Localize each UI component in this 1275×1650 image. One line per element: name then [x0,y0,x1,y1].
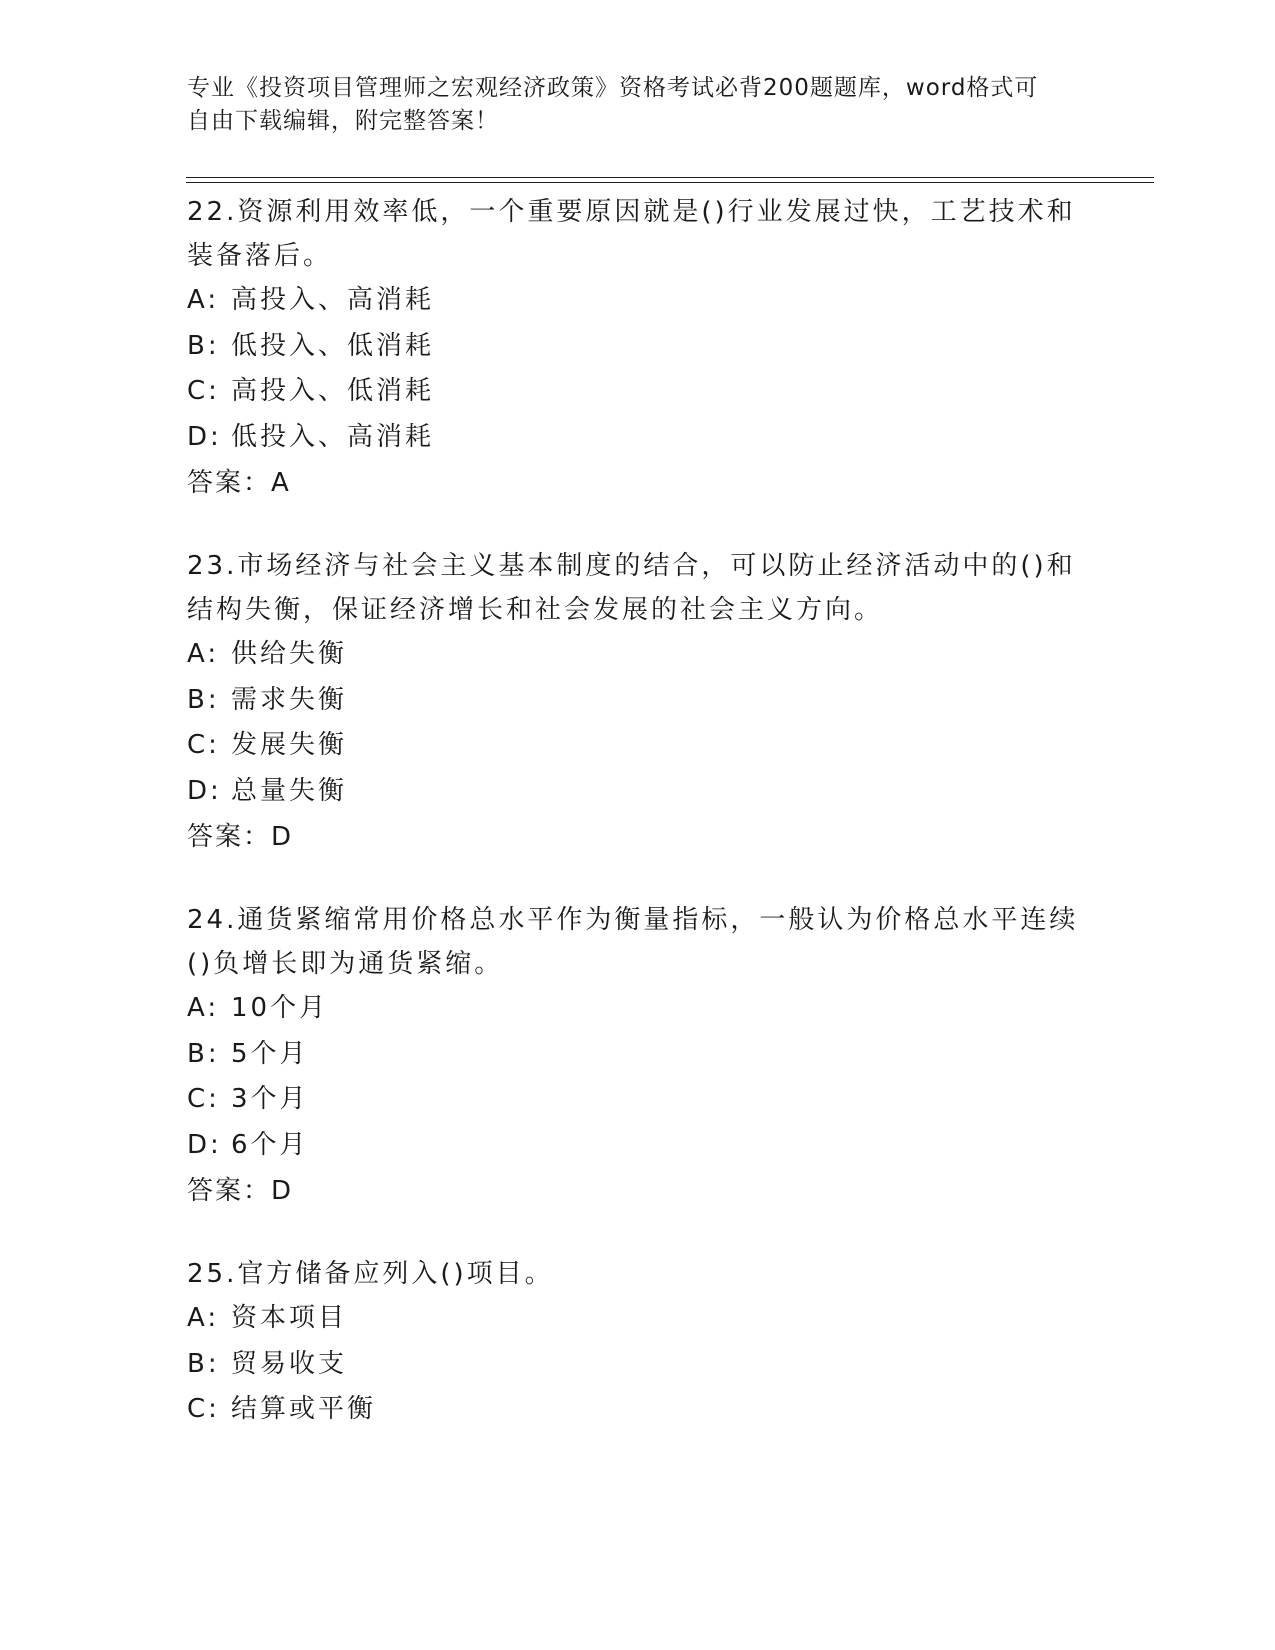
option-key: D: [187,775,222,806]
answer-option [187,1032,1087,1078]
option-text: 发展失衡 [231,730,348,760]
option-key: B: [187,1038,220,1069]
question-text-line: ()负增长即为通货紧缩。 [187,949,504,979]
answer-option [187,678,1087,724]
header-line-2: 自由下载编辑，附完整答案！ [187,108,499,134]
answer-option [187,632,1087,678]
question-text-line: 装备落后。 [187,241,333,271]
question-text [187,898,1087,986]
answer-key: 答案：D [187,1176,294,1206]
option-key: C: [187,730,220,760]
option-key: C: [187,1394,220,1424]
question-text [187,544,1087,632]
option-key: B: [187,1348,220,1379]
answer-option [187,1342,1087,1388]
answer-option [187,723,1087,769]
option-text: 需求失衡 [231,684,348,715]
answer-option [187,369,1087,415]
option-key: C: [187,1084,220,1114]
question-text-line: 24.通货紧缩常用价格总水平作为衡量指标，一般认为价格总水平连续 [187,905,1079,935]
question-item [187,898,1087,1214]
question-text-line: 25.官方储备应列入()项目。 [187,1259,554,1289]
question-item [187,1252,1087,1433]
option-text: 低投入、高消耗 [231,421,435,452]
question-list [187,190,1087,1433]
option-text: 6个月 [231,1129,309,1160]
option-text: 贸易收支 [231,1348,348,1379]
answer-option [187,986,1087,1032]
answer-option [187,324,1087,370]
question-text-line: 23.市场经济与社会主义基本制度的结合，可以防止经济活动中的()和 [187,551,1076,581]
option-key: A: [187,1303,220,1333]
option-text: 供给失衡 [231,639,348,669]
answer-key: 答案：A [187,468,291,498]
header-line-1: 专业《投资项目管理师之宏观经济政策》资格考试必背200题题库，word格式可 [187,75,1039,101]
option-key: A: [187,993,220,1023]
option-key: A: [187,285,220,315]
answer-option [187,1123,1087,1169]
answer-option [187,278,1087,324]
header-divider-top [186,177,1154,178]
question-text-line: 结构失衡，保证经济增长和社会发展的社会主义方向。 [187,595,884,625]
option-text: 低投入、低消耗 [231,330,435,361]
option-text: 高投入、低消耗 [231,376,435,406]
option-key: D: [187,421,222,452]
option-text: 5个月 [231,1038,309,1069]
option-text: 高投入、高消耗 [231,285,435,315]
option-text: 3个月 [231,1084,309,1114]
answer-option [187,1077,1087,1123]
option-text: 总量失衡 [231,775,348,806]
answer-option [187,1387,1087,1433]
document-header [187,72,1087,138]
option-text: 结算或平衡 [231,1394,377,1424]
option-key: B: [187,684,220,715]
option-text: 资本项目 [231,1303,348,1333]
answer-option [187,1296,1087,1342]
answer-key: 答案：D [187,822,294,852]
question-text-line: 22.资源利用效率低，一个重要原因就是()行业发展过快，工艺技术和 [187,197,1076,227]
answer-option [187,415,1087,461]
option-key: D: [187,1129,222,1160]
option-key: A: [187,639,220,669]
question-text [187,190,1087,278]
header-divider-bottom [186,182,1154,183]
option-key: C: [187,376,220,406]
question-item [187,190,1087,506]
answer-option [187,769,1087,815]
option-key: B: [187,330,220,361]
question-item [187,544,1087,860]
option-text: 10个月 [231,993,329,1023]
question-text [187,1252,1087,1296]
